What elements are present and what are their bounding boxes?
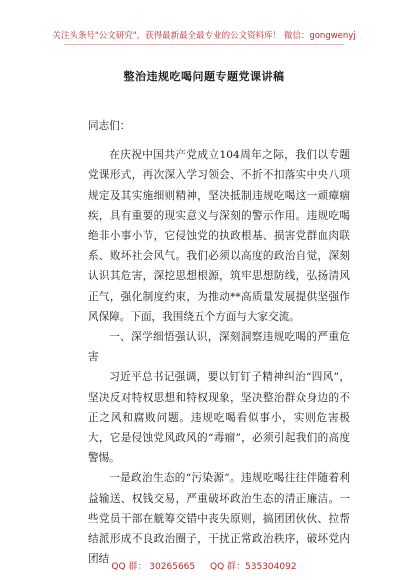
footer-qq-group-1: QQ 群： 30265665: [111, 562, 196, 572]
paragraph-quote: 习近平总书记强调，要以钉钉子精神纠治“四风”，坚决反对特权思想和特权现象，坚决整治群众身边的不正之风和腐败问题。违规吃喝看似事小，实则危害极大，它是侵蚀党风政风的“毒瘤”，必须引起我们的高度警惕。: [88, 371, 350, 465]
paragraph-intro: 在庆祝中国共产党成立104周年之际，我们以专题党课形式，再次深入学习领会、不折不扣落实中央八项规定及其实施细则精神，坚决抵制违规吃喝这一顽瘴痼疾，具有重要的现实意义与深刻的警示作用。违规吃喝绝非小事小节，它侵蚀党的执政根基、损害党群血肉联系、败坏社会风气。我们必须以高度的政治自觉，深刻认识其危害，深挖思想根源，筑牢思想防线，弘扬清风正气，强化制度约束，为推动**高质量发展提供坚强作风保障。下面，我围绕五个方面与大家交流。: [88, 149, 350, 323]
paragraph-point-1: 一是政治生态的“污染源”。违规吃喝往往伴随着利益输送、权钱交易，严重破坏政治生态的清正廉洁。一些党员干部在觥筹交错中丧失原则，搞团团伙伙、拉帮结派形成不良政治圈子，干扰正常政治秩序，破坏党内团结: [88, 472, 350, 566]
section-heading-1: 一、深学细悟强认识，深刻洞察违规吃喝的严重危害: [88, 331, 350, 364]
footer-banner: [0, 560, 408, 574]
salutation: 同志们：: [88, 120, 131, 132]
header-divider: [64, 44, 344, 45]
header-banner: [0, 0, 408, 66]
document-body: [88, 116, 350, 569]
header-banner-text: 关注头条号"公文研究"，获得最新最全最专业的公文资料库！ 微信：gongwenyj: [52, 31, 356, 41]
document-title: 整治违规吃喝问题专题党课讲稿: [123, 70, 285, 83]
footer-qq-group-2: QQ 群：535304092: [210, 562, 297, 572]
